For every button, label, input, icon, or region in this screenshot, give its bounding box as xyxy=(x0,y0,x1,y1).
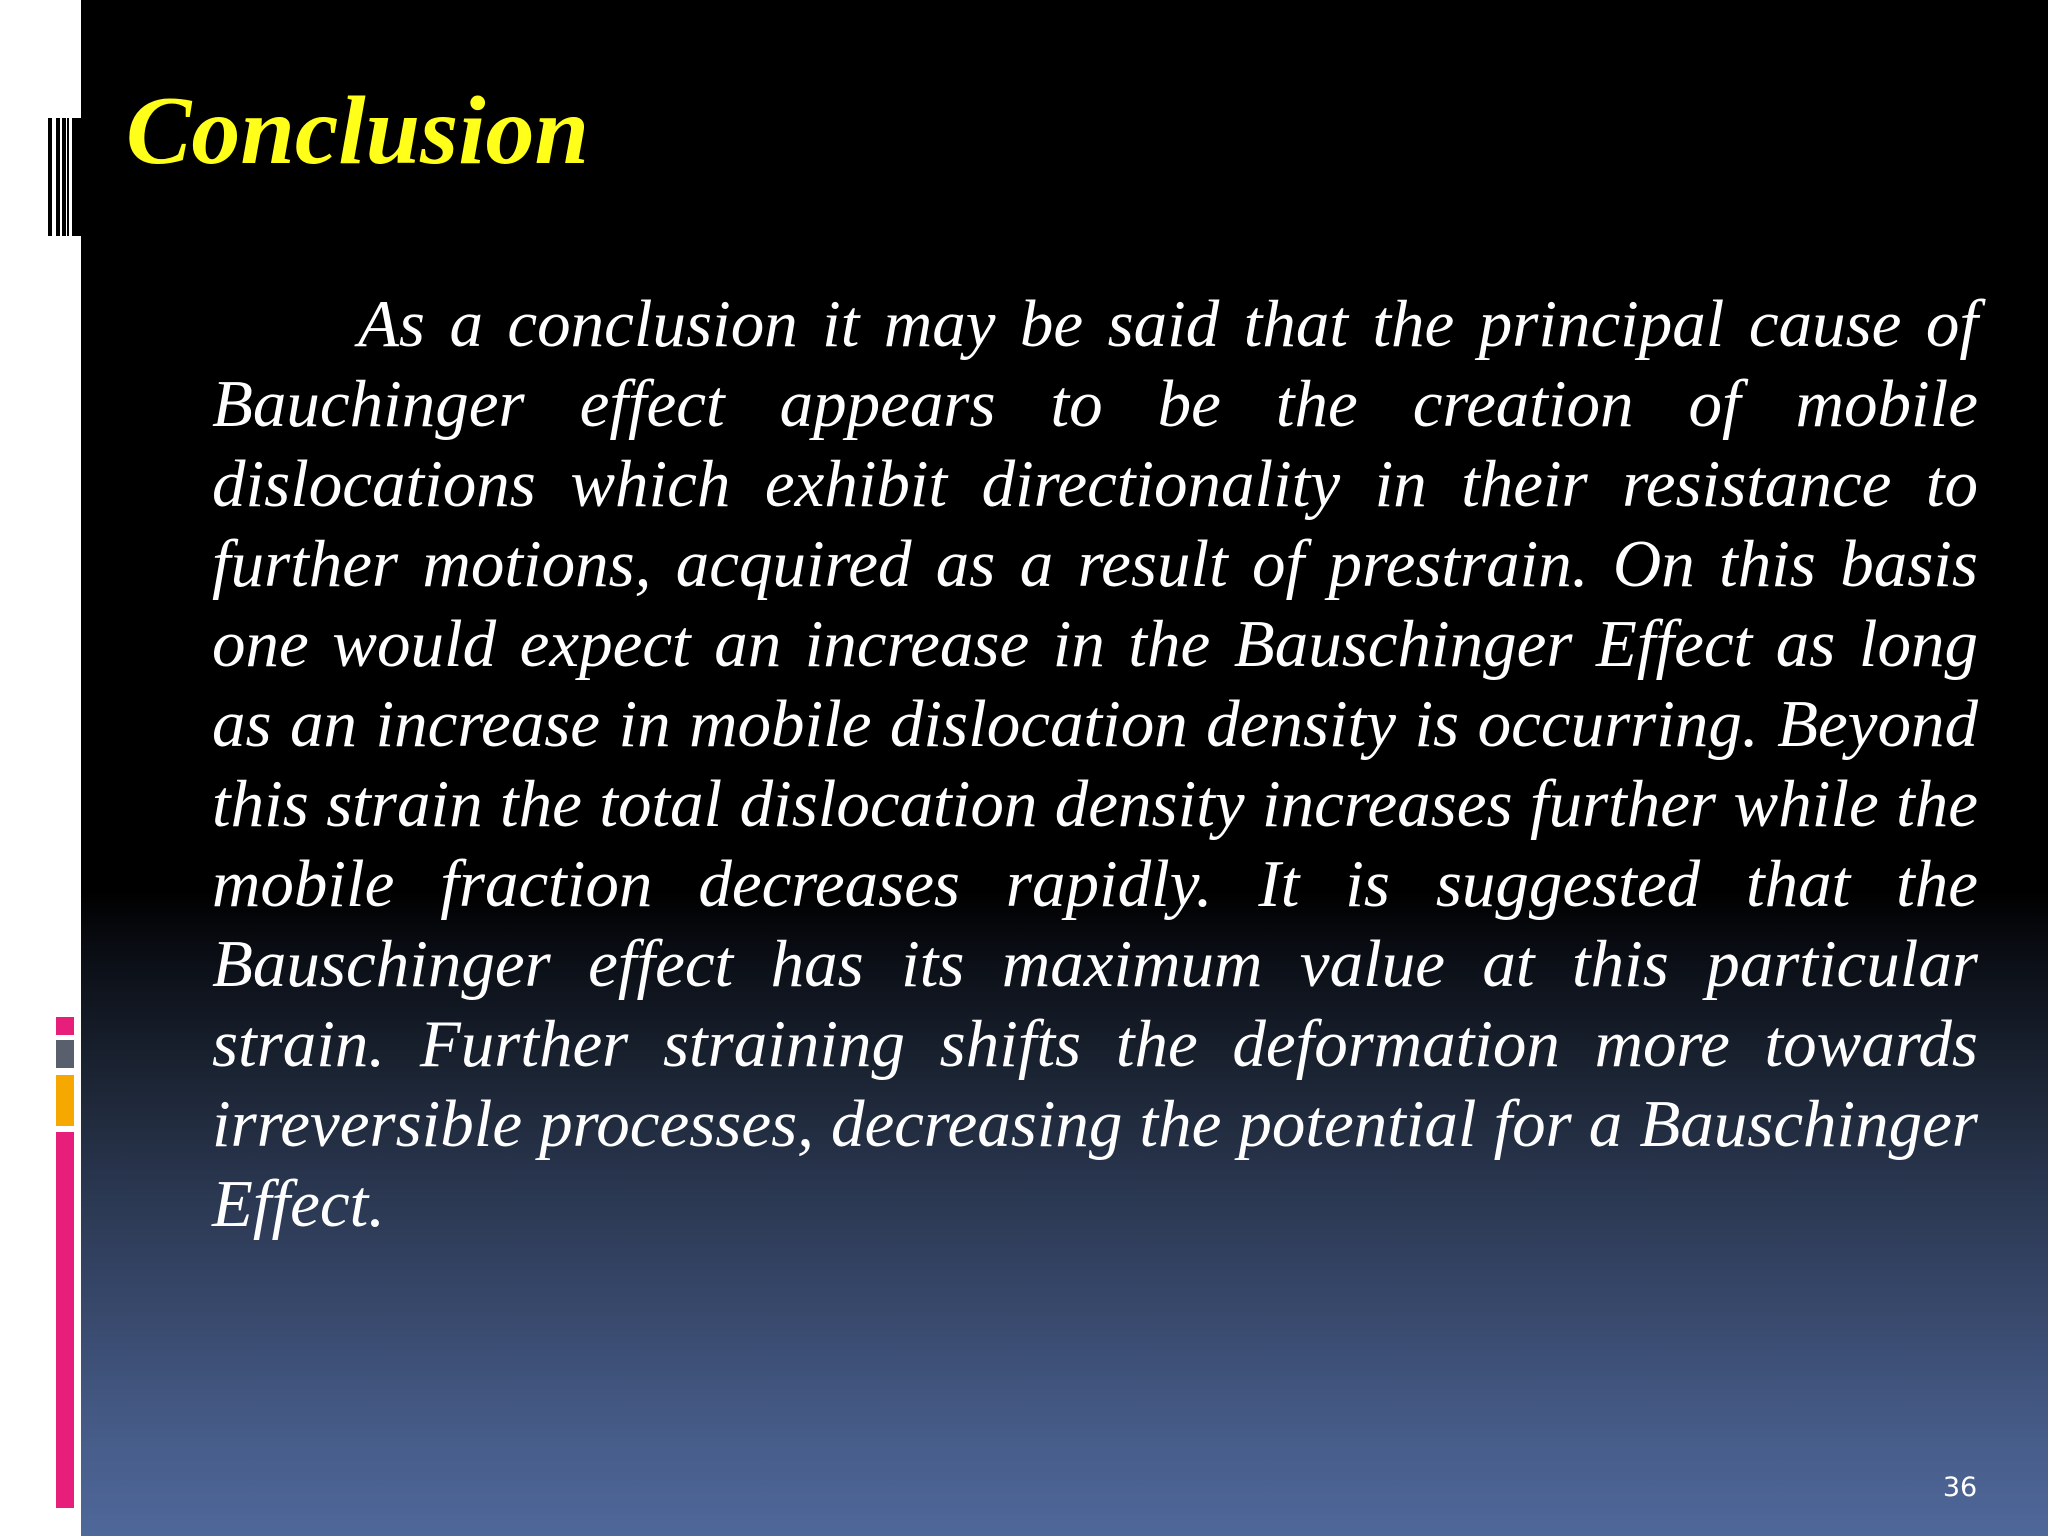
stripe xyxy=(56,118,60,236)
stripe xyxy=(62,118,66,236)
stripe xyxy=(67,118,69,236)
stripe xyxy=(48,118,52,236)
accent-square-grey xyxy=(56,1040,74,1068)
accent-bar-orange xyxy=(56,1075,74,1126)
decorative-stripes xyxy=(48,118,81,236)
accent-square-magenta xyxy=(56,1017,74,1035)
stripe xyxy=(72,118,81,236)
slide-title: Conclusion xyxy=(126,77,589,185)
accent-bar-magenta xyxy=(56,1132,74,1508)
slide-body-text: As a conclusion it may be said that the principal cause of Bauchinger effect appears to be the creation of mobile dislocations which exhibit directionality in their resistance to further motions, acquired as a result of prestrain. On this basis one would expect an increase in the Bauschinger Effect as long as an increase in mobile dislocation density is occurring. Beyond this strain the total dislocation density increases further while the mobile fraction decreases rapidly. It is suggested that the Bauschinger effect has its maximum value at this particular strain. Further straining shifts the deformation more towards irreversible processes, decreasing the potential for a Bauschinger Effect. xyxy=(212,287,1978,1241)
page-number: 36 xyxy=(1942,1472,1978,1503)
